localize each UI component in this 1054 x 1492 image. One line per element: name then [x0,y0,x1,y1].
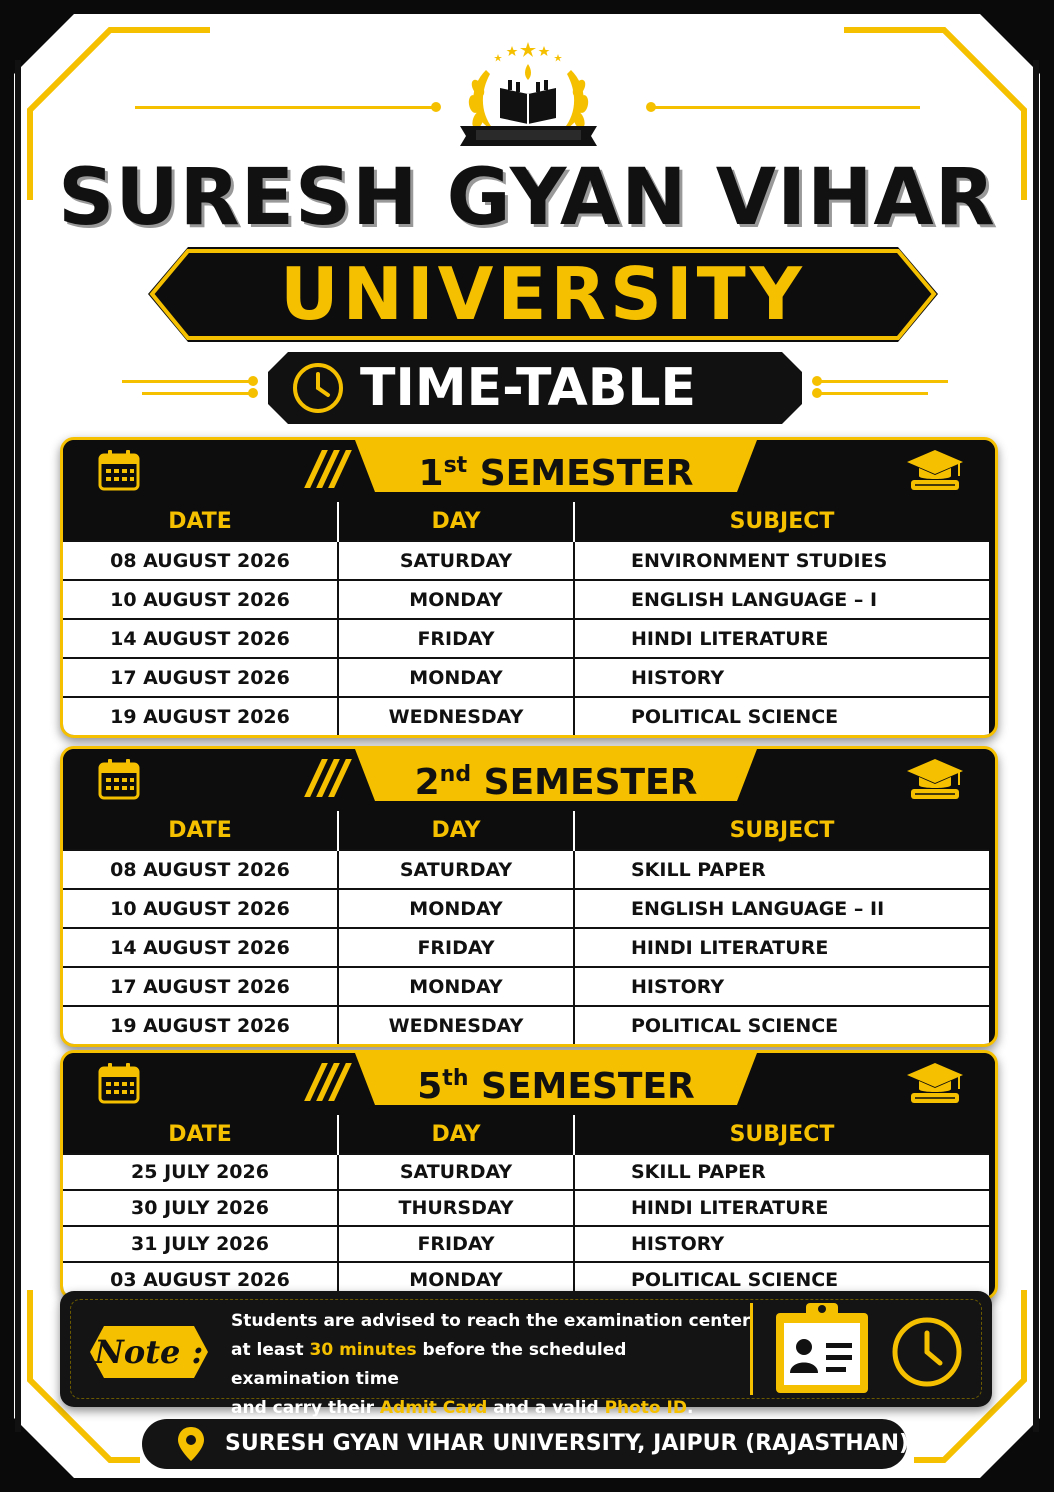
date-cell: 17 AUGUST 2026 [63,967,338,1006]
semester-header [63,440,995,502]
day-cell: THURSDAY [338,1190,574,1226]
date-cell: 03 AUGUST 2026 [63,1262,338,1297]
column-header: DAY [338,811,574,850]
day-cell: WEDNESDAY [338,697,574,735]
semester-block [60,437,998,738]
note-text-part: and carry their [231,1398,380,1418]
day-cell: MONDAY [338,967,574,1006]
day-cell: SATURDAY [338,541,574,580]
university-label: UNIVERSITY [280,252,806,336]
clock-icon [292,362,344,414]
date-cell: 08 AUGUST 2026 [63,850,338,889]
stripe-decoration [307,450,351,488]
emblem-icon [456,40,601,148]
semester-block [60,1050,998,1300]
subject-cell: POLITICAL SCIENCE [574,1006,989,1044]
column-header: SUBJECT [574,502,989,541]
table-row [63,889,989,928]
date-cell: 10 AUGUST 2026 [63,580,338,619]
subject-cell: HISTORY [574,1226,989,1262]
subject-cell: HINDI LITERATURE [574,928,989,967]
semester-title [355,440,757,492]
note-text-part: at least [231,1340,310,1360]
column-header: DAY [338,502,574,541]
subject-cell: HISTORY [574,658,989,697]
column-header: DATE [63,1115,338,1154]
subject-cell: HINDI LITERATURE [574,1190,989,1226]
date-cell: 30 JULY 2026 [63,1190,338,1226]
subject-cell: SKILL PAPER [574,850,989,889]
stripe-decoration [703,1063,747,1101]
subject-cell: ENVIRONMENT STUDIES [574,541,989,580]
note-text-part: and a valid [487,1398,605,1418]
timetable [63,502,989,735]
location-pin-icon [176,1425,206,1463]
column-header: DATE [63,811,338,850]
divider-line [818,380,948,383]
table-row [63,1154,989,1190]
graduation-cap-icon [905,446,965,492]
day-cell: SATURDAY [338,1154,574,1190]
subject-cell: HISTORY [574,967,989,1006]
table-row [63,928,989,967]
semester-header [63,749,995,811]
id-card-icon [770,1297,874,1397]
day-cell: SATURDAY [338,850,574,889]
date-cell: 10 AUGUST 2026 [63,889,338,928]
table-row [63,619,989,658]
date-cell: 31 JULY 2026 [63,1226,338,1262]
day-cell: MONDAY [338,889,574,928]
note-text-part: . [686,1398,694,1418]
date-cell: 17 AUGUST 2026 [63,658,338,697]
table-row [63,1226,989,1262]
divider-line [818,392,928,395]
semester-header [63,1053,995,1115]
note-panel [60,1291,992,1418]
stripe-decoration [307,1063,351,1101]
semester-label: SEMESTER [479,453,694,494]
footer-address: SURESH GYAN VIHAR UNIVERSITY, JAIPUR (RAJASTHAN) [225,1431,910,1456]
day-cell: FRIDAY [338,1226,574,1262]
note-highlight-time: 30 minutes [309,1340,417,1360]
calendar-icon [97,757,141,801]
table-row [63,697,989,735]
divider-line [142,392,252,395]
date-cell: 25 JULY 2026 [63,1154,338,1190]
divider-line [135,106,435,109]
table-row [63,658,989,697]
day-cell: FRIDAY [338,619,574,658]
stripe-decoration [703,450,747,488]
timetable-title: TIME-TABLE [360,358,696,418]
stripe-decoration [703,759,747,797]
day-cell: MONDAY [338,1262,574,1297]
date-cell: 14 AUGUST 2026 [63,928,338,967]
table-row [63,967,989,1006]
column-header: SUBJECT [574,1115,989,1154]
calendar-icon [97,448,141,492]
note-tag: Note : [94,1333,204,1371]
graduation-cap-icon [905,1059,965,1105]
divider-line [122,380,252,383]
semester-number: 5 [417,1066,443,1107]
date-cell: 08 AUGUST 2026 [63,541,338,580]
table-row [63,850,989,889]
subject-cell: HINDI LITERATURE [574,619,989,658]
date-cell: 19 AUGUST 2026 [63,1006,338,1044]
stripe-decoration [307,759,351,797]
note-text [231,1307,751,1423]
note-text-part: before the scheduled examination time [231,1340,627,1389]
semester-suffix: th [442,1066,469,1091]
table-header-row [63,502,989,541]
semester-suffix: nd [439,762,472,787]
divider-line [652,106,920,109]
semester-label: SEMESTER [483,762,698,803]
semester-suffix: st [443,453,468,478]
date-cell: 19 AUGUST 2026 [63,697,338,735]
note-highlight-photo-id: Photo ID [604,1398,687,1418]
note-separator [750,1303,753,1395]
table-row [63,1006,989,1044]
university-name: SURESH GYAN VIHAR [58,153,996,243]
semester-title [355,749,757,801]
semester-number: 1 [418,453,444,494]
table-row [63,1190,989,1226]
graduation-cap-icon [905,755,965,801]
column-header: DAY [338,1115,574,1154]
timetable [63,811,989,1044]
day-cell: FRIDAY [338,928,574,967]
semester-block [60,746,998,1047]
calendar-icon [97,1061,141,1105]
subject-cell: ENGLISH LANGUAGE – II [574,889,989,928]
date-cell: 14 AUGUST 2026 [63,619,338,658]
day-cell: MONDAY [338,580,574,619]
table-header-row [63,811,989,850]
clock-icon [890,1315,964,1389]
note-line-2 [231,1336,751,1394]
subject-cell: ENGLISH LANGUAGE – I [574,580,989,619]
semester-number: 2 [414,762,440,803]
day-cell: WEDNESDAY [338,1006,574,1044]
semester-title [355,1053,757,1105]
table-row [63,580,989,619]
subject-cell: POLITICAL SCIENCE [574,697,989,735]
timetable [63,1115,989,1297]
table-header-row [63,1115,989,1154]
university-banner [148,247,938,342]
day-cell: MONDAY [338,658,574,697]
note-highlight-admit-card: Admit Card [379,1398,488,1418]
column-header: DATE [63,502,338,541]
column-header: SUBJECT [574,811,989,850]
semester-label: SEMESTER [481,1066,695,1107]
note-line-1: Students are advised to reach the examination center [231,1311,751,1331]
table-row [63,541,989,580]
subject-cell: SKILL PAPER [574,1154,989,1190]
subject-cell: POLITICAL SCIENCE [574,1262,989,1297]
